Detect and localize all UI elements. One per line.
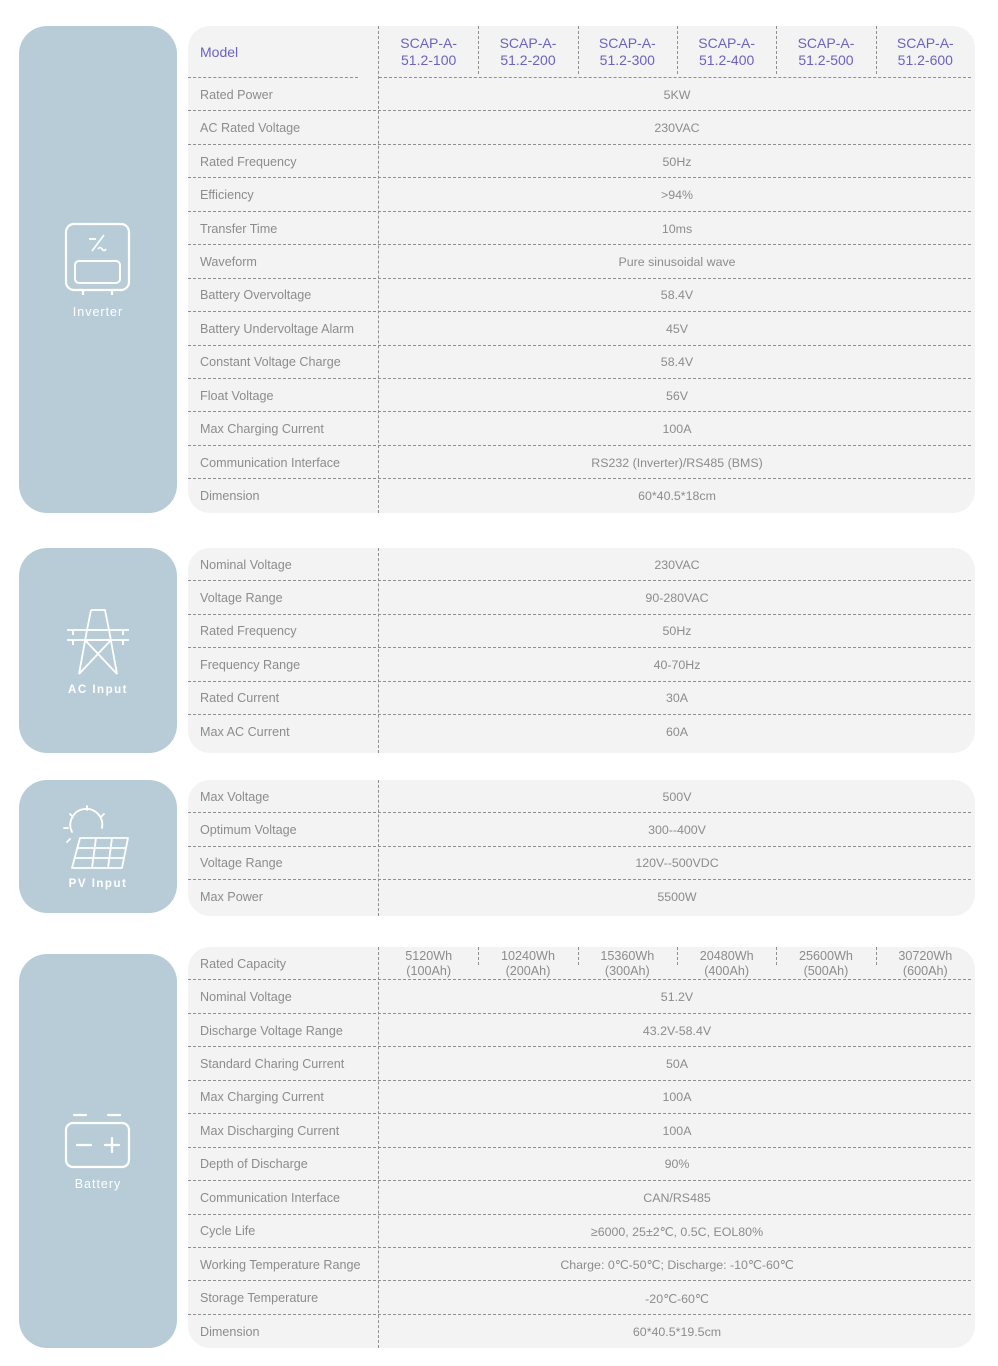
model-cell [478, 26, 577, 78]
capacity-ah: (200Ah) [505, 964, 551, 978]
spec-row [188, 212, 975, 245]
model-row [188, 26, 975, 78]
spec-row [188, 312, 975, 345]
ac-input-table [188, 548, 975, 753]
battery-table [188, 947, 975, 1348]
spec-name: Nominal Voltage [200, 557, 292, 572]
model-line1: SCAP-A- [598, 35, 656, 51]
capacity-values [379, 947, 975, 980]
model-cell [876, 26, 975, 78]
spec-value: 50A [665, 1057, 689, 1072]
capacity-ah: (300Ah) [604, 964, 650, 978]
capacity-cell [776, 947, 875, 980]
spec-row [188, 178, 975, 211]
rated-capacity-label: Rated Capacity [200, 956, 287, 971]
spec-value: 230VAC [654, 121, 700, 136]
spec-row [188, 548, 975, 581]
spec-value: 90-280VAC [645, 591, 709, 606]
model-cell [379, 26, 478, 78]
capacity-cell [478, 947, 577, 980]
capacity-ah: (400Ah) [704, 964, 750, 978]
spec-name: Frequency Range [200, 657, 301, 672]
spec-value: 60A [665, 724, 689, 739]
spec-value: 5KW [663, 87, 691, 102]
battery-sidebar [19, 954, 177, 1348]
spec-name: Voltage Range [200, 591, 283, 606]
model-values [379, 26, 975, 78]
model-line2: 51.2-500 [798, 52, 854, 68]
model-cell [677, 26, 776, 78]
spec-row [188, 1014, 975, 1047]
model-line2: 51.2-100 [401, 52, 457, 68]
spec-value: 60*40.5*18cm [638, 489, 716, 504]
spec-value: RS232 (Inverter)/RS485 (BMS) [591, 455, 763, 470]
spec-row [188, 715, 975, 748]
spec-value: 40-70Hz [653, 657, 701, 672]
model-line1: SCAP-A- [896, 35, 954, 51]
capacity-wh: 30720Wh [898, 949, 953, 963]
model-line2: 51.2-300 [599, 52, 655, 68]
inverter-icon [63, 221, 133, 299]
column-divider [378, 947, 379, 1348]
model-line2: 51.2-400 [699, 52, 755, 68]
spec-name: Optimum Voltage [200, 823, 297, 838]
spec-name: Transfer Time [200, 221, 278, 236]
spec-row [188, 111, 975, 144]
column-divider [378, 26, 379, 513]
capacity-ah: (500Ah) [803, 964, 849, 978]
spec-value: 5500W [657, 889, 697, 904]
spec-value: 230VAC [654, 557, 700, 572]
spec-value: 58.4V [660, 355, 694, 370]
spec-value: 120V--500VDC [635, 856, 719, 871]
spec-name: Storage Temperature [200, 1291, 319, 1306]
spec-row [188, 682, 975, 715]
model-line1: SCAP-A- [797, 35, 855, 51]
model-label: Model [200, 44, 239, 60]
spec-value: 43.2V-58.4V [642, 1023, 712, 1038]
capacity-cell [677, 947, 776, 980]
ac-input-sidebar [19, 548, 177, 753]
spec-name: Efficiency [200, 188, 254, 203]
spec-row [188, 780, 975, 813]
spec-name: Rated Frequency [200, 154, 297, 169]
spec-name: Battery Overvoltage [200, 288, 312, 303]
spec-row [188, 145, 975, 178]
spec-row [188, 1081, 975, 1114]
spec-value: 100A [662, 1090, 692, 1105]
spec-name: Battery Undervoltage Alarm [200, 321, 354, 336]
inverter-label: Inverter [72, 304, 124, 319]
power-tower-icon [65, 606, 131, 678]
column-divider [378, 548, 379, 753]
spec-row [188, 479, 975, 512]
spec-name: Max Power [200, 889, 263, 904]
spec-row [188, 1047, 975, 1080]
inverter-sidebar [19, 26, 177, 513]
capacity-wh: 20480Wh [699, 949, 754, 963]
spec-value: Charge: 0℃-50℃; Discharge: -10℃-60℃ [560, 1258, 794, 1273]
spec-row [188, 1315, 975, 1348]
spec-row [188, 648, 975, 681]
spec-value: 56V [665, 388, 689, 403]
spec-row [188, 880, 975, 913]
battery-label: Battery [74, 1177, 122, 1191]
solar-panel-icon [62, 804, 134, 872]
spec-value: 300--400V [648, 823, 706, 838]
model-cell [776, 26, 875, 78]
column-divider [378, 780, 379, 916]
spec-value: 100A [662, 422, 692, 437]
spec-value: ≥6000, 25±2℃, 0.5C, EOL80% [590, 1224, 764, 1239]
pv-input-label: PV Input [68, 877, 128, 890]
rated-capacity-row [188, 947, 975, 980]
spec-name: Max Charging Current [200, 422, 324, 437]
spec-row [188, 245, 975, 278]
capacity-ah: (600Ah) [902, 964, 948, 978]
pv-input-table [188, 780, 975, 916]
capacity-wh: 15360Wh [600, 949, 655, 963]
capacity-wh: 10240Wh [501, 949, 555, 963]
spec-name: Working Temperature Range [200, 1257, 361, 1272]
spec-value: >94% [660, 188, 694, 203]
spec-name: Rated Current [200, 691, 280, 706]
spec-row [188, 379, 975, 412]
spec-row [188, 78, 975, 111]
spec-value: -20℃-60℃ [645, 1291, 709, 1306]
spec-name: Max Discharging Current [200, 1123, 340, 1138]
spec-value: CAN/RS485 [643, 1190, 711, 1205]
spec-name: Rated Frequency [200, 624, 297, 639]
spec-row [188, 346, 975, 379]
spec-name: Dimension [200, 489, 260, 504]
spec-name: Communication Interface [200, 1190, 340, 1205]
spec-row [188, 980, 975, 1013]
spec-row [188, 1248, 975, 1281]
model-line1: SCAP-A- [400, 35, 458, 51]
spec-value: 58.4V [660, 288, 694, 303]
spec-row [188, 1281, 975, 1314]
spec-name: Max Voltage [200, 789, 270, 804]
spec-name: Constant Voltage Charge [200, 355, 341, 370]
spec-value: 10ms [661, 221, 693, 236]
spec-name: AC Rated Voltage [200, 121, 301, 136]
spec-row [188, 813, 975, 846]
spec-name: Max Charging Current [200, 1090, 324, 1105]
spec-name: Float Voltage [200, 388, 274, 403]
spec-name: Depth of Discharge [200, 1157, 308, 1172]
spec-value: 500V [662, 789, 692, 804]
spec-value: 90% [664, 1157, 690, 1172]
spec-row [188, 1114, 975, 1147]
spec-value: 51.2V [660, 990, 694, 1005]
spec-row [188, 615, 975, 648]
spec-row [188, 279, 975, 312]
spec-row [188, 1181, 975, 1214]
inverter-table [188, 26, 975, 513]
spec-row [188, 446, 975, 479]
capacity-cell [578, 947, 677, 980]
spec-row [188, 1215, 975, 1248]
battery-icon [63, 1111, 133, 1171]
model-cell [578, 26, 677, 78]
spec-name: Rated Power [200, 87, 273, 102]
model-line2: 51.2-200 [500, 52, 556, 68]
spec-name: Waveform [200, 254, 257, 269]
spec-row [188, 847, 975, 880]
capacity-wh: 25600Wh [799, 949, 853, 963]
spec-name: Standard Charing Current [200, 1057, 345, 1072]
model-line1: SCAP-A- [698, 35, 756, 51]
spec-value: 100A [662, 1123, 692, 1138]
capacity-cell [379, 947, 478, 980]
spec-row [188, 581, 975, 614]
capacity-wh: 5120Wh [405, 949, 453, 963]
spec-name: Discharge Voltage Range [200, 1023, 343, 1038]
model-line1: SCAP-A- [499, 35, 557, 51]
capacity-cell [876, 947, 975, 980]
capacity-ah: (100Ah) [406, 964, 452, 978]
spec-name: Dimension [200, 1324, 260, 1339]
spec-name: Communication Interface [200, 455, 340, 470]
spec-value: 60*40.5*19.5cm [632, 1324, 722, 1339]
spec-value: 45V [665, 321, 689, 336]
spec-value: 50Hz [662, 154, 692, 169]
spec-name: Voltage Range [200, 856, 283, 871]
spec-name: Nominal Voltage [200, 990, 292, 1005]
spec-name: Max AC Current [200, 724, 290, 739]
pv-input-sidebar [19, 780, 177, 913]
spec-row [188, 1148, 975, 1181]
ac-input-label: AC Input [68, 683, 128, 696]
model-line2: 51.2-600 [897, 52, 953, 68]
spec-name: Cycle Life [200, 1224, 256, 1239]
spec-value: 30A [665, 691, 689, 706]
spec-value: 50Hz [662, 624, 692, 639]
spec-value: Pure sinusoidal wave [618, 254, 736, 269]
spec-row [188, 413, 975, 446]
